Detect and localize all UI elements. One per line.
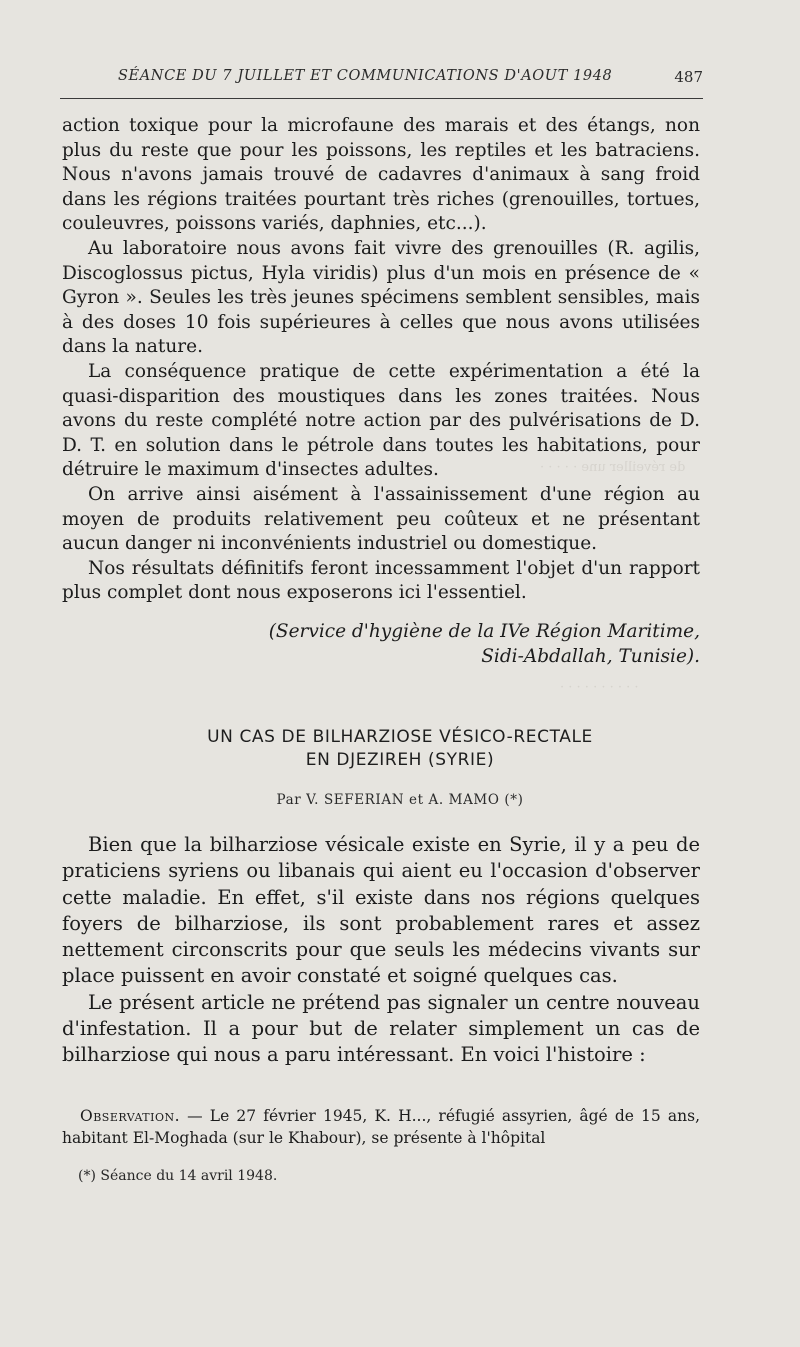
running-head [60,64,703,99]
paragraph: action toxique pour la microfaune des marais et des étangs, non plus du reste que pour les poissons, les reptiles et les batraciens. Nous n'avons jamais trouvé de cadavres d'animaux à sang froid dans les régions traitées pourtant très riches (grenouilles, tortues, couleuvres, poissons variés, daphnies, etc...). [62,115,700,235]
article-body [62,832,700,1069]
signature-line: (Service d'hygiène de la IVe Région Maritime, [268,621,700,642]
show-through-text: de réveiller une · · · · · [540,460,686,475]
paragraph: Le présent article ne prétend pas signaler un centre nouveau d'infestation. Il a pour but de relater simplement un cas de bilharziose qui nous a paru intéressant. En voici l'histoire : [62,990,700,1067]
paragraph: Nos résultats définitifs feront incessamment l'objet d'un rapport plus complet dont nous exposerons ici l'essentiel. [62,557,700,604]
footnote: (*) Séance du 14 avril 1948. [78,1168,278,1184]
signature-line: Sidi-Abdallah, Tunisie). [481,645,700,667]
page-number: 487 [674,68,703,86]
running-head-title: SÉANCE DU 7 JUILLET ET COMMUNICATIONS D'AOUT 1948 [118,68,613,84]
paragraph: Au laboratoire nous avons fait vivre des grenouilles (R. agilis, Discoglossus pictus, Hyla viridis) plus d'un mois en présence de « Gyron ». Seules les très jeunes spécimens semblent sensibles, mais à des doses 10 fois supérieures à celles que nous avons utilisées dans la nature. [62,237,700,358]
affiliation-signature [62,620,700,669]
observation-label: Observation. [80,1107,181,1125]
article-title-line: UN CAS DE BILHARZIOSE VÉSICO-RECTALE [207,727,593,747]
paragraph: La conséquence pratique de cette expérimentation a été la quasi-disparition des moustiques dans les zones traitées. Nous avons du reste complété notre action par des pulvérisations de D. D. T. en solution dans le pétrole dans toutes les habitations, pour détruire le maximum d'insectes adultes. [62,360,700,481]
observation-paragraph [62,1106,700,1149]
continued-text [62,114,700,606]
article-title [62,726,738,772]
show-through-text: · · · · · · · · · · [560,680,639,695]
observation-text: — Le 27 février 1945, K. H..., réfugié assyrien, âgé de 15 ans, habitant El-Moghada (sur le Khabour), se présente à l'hôpital [62,1107,700,1147]
paragraph: Bien que la bilharziose vésicale existe en Syrie, il y a peu de praticiens syriens ou libanais qui aient eu l'occasion d'observer cette maladie. En effet, s'il existe dans nos régions quelques foyers de bilharziose, ils sont probablement rares et assez nettement circonscrits pour que seuls les médecins vivants sur place puissent en avoir constaté et soigné quelques cas. [62,833,700,988]
paragraph: On arrive ainsi aisément à l'assainissement d'une région au moyen de produits relativement peu coûteux et ne présentant aucun danger ni inconvénients industriel ou domestique. [62,483,700,555]
article-authors: Par V. SEFERIAN et A. MAMO (*) [276,792,524,808]
article-title-line: EN DJEZIREH (SYRIE) [305,750,495,770]
